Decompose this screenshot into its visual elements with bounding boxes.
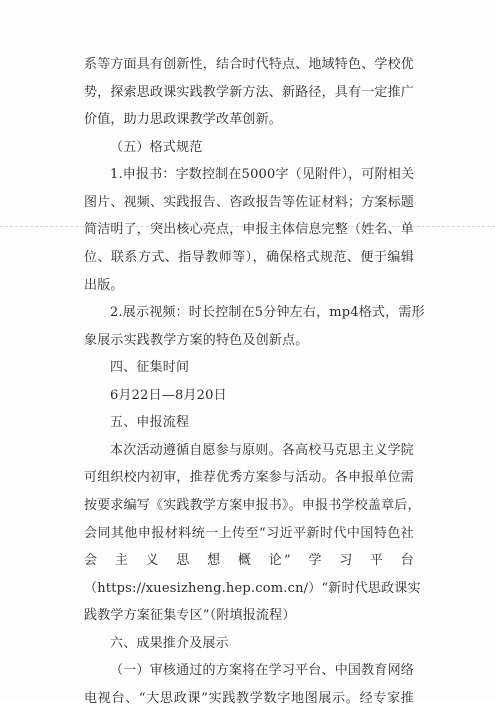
text-line: 系等方面具有创新性，结合时代特点、地域特色、学校优 bbox=[84, 57, 415, 72]
text-line: 图片、视频、实践报告、咨政报告等佐证材料；方案标题 bbox=[84, 195, 415, 210]
text-line: 6月22日—8月20日 bbox=[110, 388, 227, 403]
section-heading: 五、申报流程 bbox=[110, 415, 190, 430]
section-heading: （五）格式规范 bbox=[110, 140, 203, 155]
text-line: 象展示实践教学方案的特色及创新点。 bbox=[84, 333, 309, 348]
text-line: 简洁明了，突出核心亮点，申报主体信息完整（姓名、单 bbox=[84, 222, 415, 237]
section-heading: 六、成果推介及展示 bbox=[110, 636, 229, 651]
text-line: 践教学方案征集专区”（附填报流程） bbox=[84, 608, 296, 623]
text-line: 位、联系方式、指导教师等），确保格式规范、便于编辑 bbox=[84, 250, 414, 265]
text-line: 电视台、“大思政课”实践教学数字地图展示。经专家推 bbox=[84, 691, 414, 706]
text-line: 本次活动遵循自愿参与原则。各高校马克思主义学院 bbox=[110, 443, 414, 458]
text-line: 出版。 bbox=[84, 278, 124, 293]
text-line: 可组织校内初审，推荐优秀方案参与活动。各申报单位需 bbox=[84, 470, 415, 485]
text-line: 会同其他申报材料统一上传至“习近平新时代中国特色社 bbox=[84, 526, 414, 541]
section-heading: 四、征集时间 bbox=[110, 360, 190, 375]
text-line: 1.申报书：字数控制在5000字（见附件），可附相关 bbox=[110, 167, 415, 182]
text-line: （一）审核通过的方案将在学习平台、中国教育网络 bbox=[110, 663, 414, 678]
text-line: 价值，助力思政课教学改革创新。 bbox=[84, 112, 283, 127]
text-line: 按要求编写《实践教学方案申报书》。申报书学校盖章后， bbox=[84, 498, 421, 513]
url-line: （https://xuesizheng.hep.com.cn/）“新时代思政课实 bbox=[84, 581, 421, 596]
text-line: 2.展示视频：时长控制在5分钟左右，mp4格式，需形 bbox=[110, 305, 425, 320]
text-line: 会 主 义 思 想 概 论” 学 习 平 台 bbox=[84, 553, 414, 568]
text-line: 势，探索思政课实践教学新方法、新路径，具有一定推广 bbox=[84, 85, 415, 100]
